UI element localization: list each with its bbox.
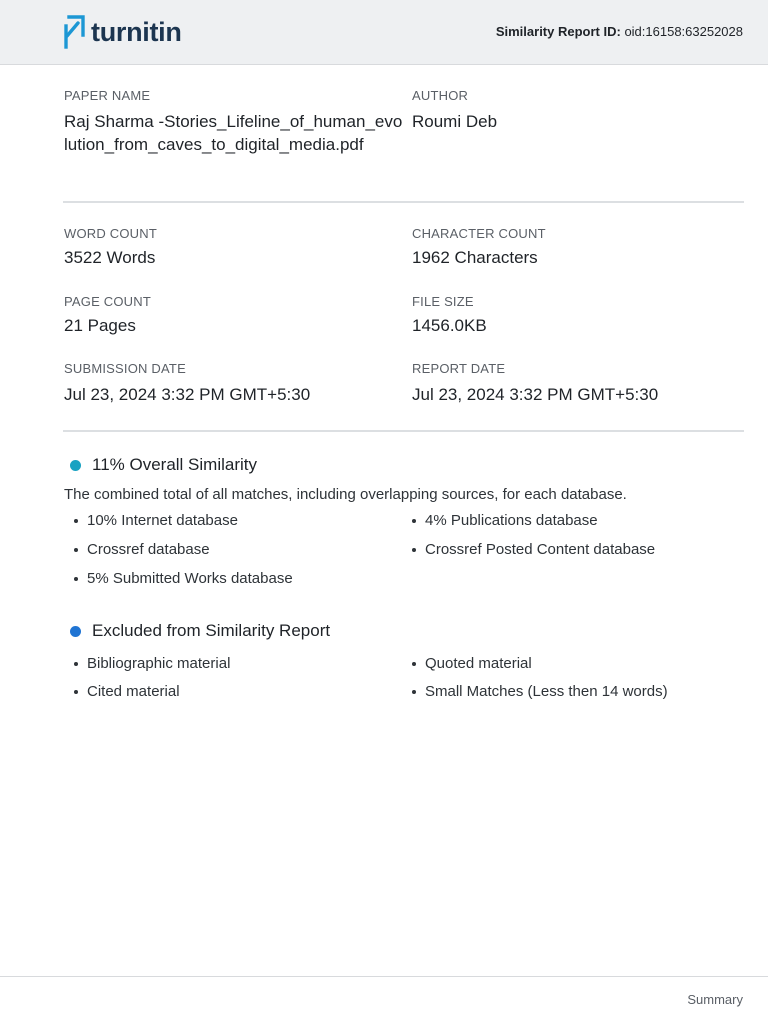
list-item: Quoted material <box>412 655 532 672</box>
excluded-heading <box>70 621 330 641</box>
logo-text: turnitin <box>91 17 182 47</box>
footer-divider <box>0 976 768 977</box>
paper-name: Raj Sharma -Stories_Lifeline_of_human_evolution_from_caves_to_digital_media.pdf <box>64 112 403 154</box>
bullet-icon <box>74 662 78 666</box>
list-item: 5% Submitted Works database <box>74 570 293 587</box>
page-count-label: PAGE COUNT <box>64 294 151 309</box>
overall-similarity-heading <box>70 455 257 475</box>
bullet-icon <box>74 519 78 523</box>
character-count-value: 1962 Characters <box>412 248 538 267</box>
similarity-dot-icon <box>70 460 81 471</box>
author-value: Roumi Deb <box>412 112 498 131</box>
turnitin-logo-icon <box>63 14 87 50</box>
bullet-icon <box>412 690 416 694</box>
overall-similarity-title: 11% Overall Similarity <box>92 455 258 474</box>
report-id-label: Similarity Report ID: <box>495 24 621 39</box>
word-count-value: 3522 Words <box>64 248 156 267</box>
bullet-icon <box>74 577 78 581</box>
divider <box>63 201 744 203</box>
list-item: 4% Publications database <box>412 512 598 529</box>
similarity-report-id <box>496 24 743 39</box>
bullet-icon <box>74 690 78 694</box>
word-count-label: WORD COUNT <box>64 226 157 241</box>
list-item: Bibliographic material <box>74 655 230 672</box>
author-label: AUTHOR <box>412 88 469 103</box>
list-item: Cited material <box>74 683 180 700</box>
character-count-label: CHARACTER COUNT <box>412 226 546 241</box>
bullet-icon <box>412 662 416 666</box>
similarity-description: The combined total of all matches, including overlapping sources, for each database. <box>64 486 627 503</box>
submission-date-value: Jul 23, 2024 3:32 PM GMT+5:30 <box>64 385 311 404</box>
list-item: Crossref database <box>74 541 210 558</box>
report-date-value: Jul 23, 2024 3:32 PM GMT+5:30 <box>412 385 659 404</box>
bullet-icon <box>412 519 416 523</box>
report-header <box>0 0 768 65</box>
list-item: 10% Internet database <box>74 512 238 529</box>
bullet-icon <box>412 548 416 552</box>
paper-name-label: PAPER NAME <box>64 88 151 103</box>
file-size-value: 1456.0KB <box>412 316 487 335</box>
divider <box>63 430 744 432</box>
excluded-title: Excluded from Similarity Report <box>92 621 331 640</box>
list-item: Small Matches (Less then 14 words) <box>412 683 668 700</box>
bullet-icon <box>74 548 78 552</box>
list-item: Crossref Posted Content database <box>412 541 655 558</box>
report-id-value: oid:16158:63252028 <box>624 24 743 39</box>
page-count-value: 21 Pages <box>64 316 136 335</box>
file-size-label: FILE SIZE <box>412 294 474 309</box>
footer-summary-label: Summary <box>687 992 743 1007</box>
report-date-label: REPORT DATE <box>412 361 506 376</box>
submission-date-label: SUBMISSION DATE <box>64 361 186 376</box>
excluded-dot-icon <box>70 626 81 637</box>
turnitin-logo <box>63 14 182 50</box>
